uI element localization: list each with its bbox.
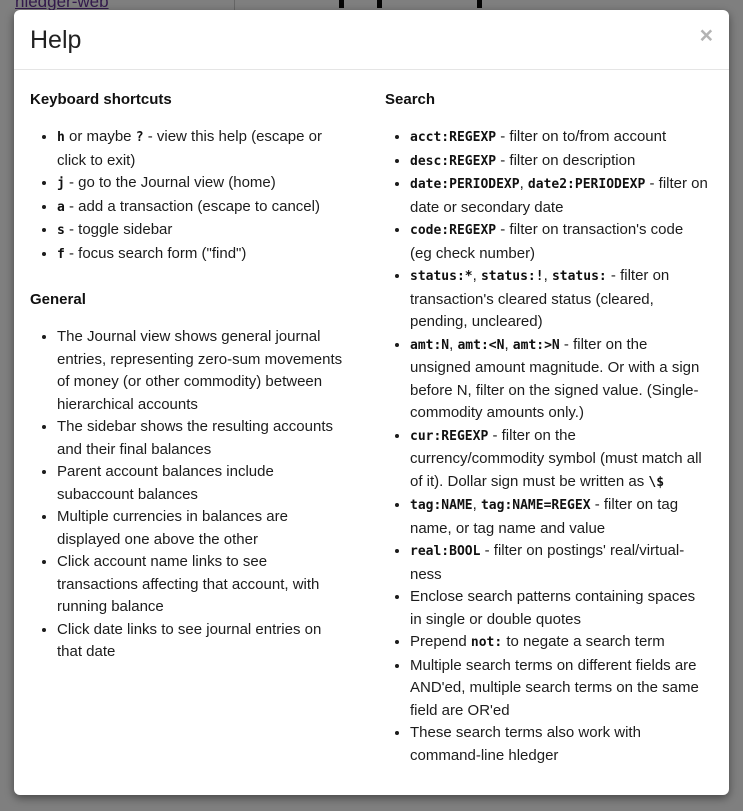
code-term: s [57,223,65,238]
code-term: f [57,246,65,262]
help-list-item: • cur:REGEXP - filter on the currency/commodity symbol (must match all of it). Dollar sign must be written as \$ [410,425,708,495]
code-term: code:REGEXP [410,223,497,238]
section-heading-search: Search [385,91,436,108]
help-list-item: • Multiple search terms on different fields are AND'ed, multiple search terms on the same field are OR'ed [410,655,708,723]
help-list-item: • Enclose search patterns containing spaces in single or double quotes [410,586,708,631]
code-term: cur:REGEXP [410,428,489,444]
code-term: status:! [480,269,544,284]
section-heading-keyboard-shortcuts: Keyboard shortcuts [30,91,172,108]
code-term: date2:PERIODEXP [527,177,646,192]
help-list-item: • tag:NAME, tag:NAME=REGEX - filter on tag name, or tag name and value [410,494,708,540]
code-term: j [57,176,65,191]
code-term: acct:REGEXP [410,130,497,145]
help-modal [14,10,729,795]
keyboard-shortcuts-list [30,126,345,266]
code-term: ? [135,130,144,145]
help-list-item: • The Journal view shows general journal entries, representing zero-sum movements of money (or other commodity) between hierarchical accounts [57,326,345,416]
close-button[interactable] [699,22,713,48]
search-list [385,126,708,767]
code-term: a [57,199,65,215]
help-list-item: • date:PERIODEXP, date2:PERIODEXP - filter on date or secondary date [410,173,708,219]
code-term: tag:NAME [410,498,473,513]
help-list-item: • Click account name links to see transactions affecting that account, with running balance [57,551,345,619]
section-heading-general: General [30,291,86,308]
modal-body [14,70,729,806]
code-term: tag:NAME=REGEX [480,498,591,513]
help-list-item: • code:REGEXP - filter on transaction's code (eg check number) [410,219,708,265]
section-keyboard-shortcuts [30,90,352,266]
help-list-item: • j - go to the Journal view (home) [57,172,345,196]
help-list-item: • amt:N, amt:<N, amt:>N - filter on the unsigned amount magnitude. Or with a sign before N, filter on the signed value. (Single-commodity amounts only.) [410,334,708,425]
help-list-item: • real:BOOL - filter on postings' real/virtual-ness [410,540,708,586]
code-term: amt:N [410,337,450,353]
code-term: not: [470,635,503,650]
help-list-item: • Multiple currencies in balances are displayed one above the other [57,506,345,551]
help-list-item: • desc:REGEXP - filter on description [410,150,708,174]
modal-title: Help [30,26,82,54]
general-list [30,326,345,664]
code-term: h [57,130,65,145]
code-term: amt:<N [457,337,505,353]
right-column [372,90,714,791]
help-list-item: • These search terms also work with command-line hledger [410,722,708,767]
help-list-item: • status:*, status:!, status: - filter on transaction's cleared status (cleared, pending, uncleared) [410,265,708,334]
help-list-item: • f - focus search form ("find") [57,243,345,267]
code-term: amt:>N [512,337,560,353]
code-term: date:PERIODEXP [410,177,520,192]
code-term: real:BOOL [410,544,481,559]
section-general [30,290,352,664]
help-list-item: • h or maybe ? - view this help (escape or click to exit) [57,126,345,172]
help-list-item: • The sidebar shows the resulting accounts and their final balances [57,416,345,461]
left-column [30,90,372,791]
section-search [385,90,714,767]
modal-header [14,10,729,70]
help-list-item: • Parent account balances include subaccount balances [57,461,345,506]
code-term: status: [551,269,607,284]
help-list-item: • s - toggle sidebar [57,219,345,243]
code-term: \$ [648,474,665,490]
code-term: status:* [410,269,473,284]
help-list-item: • Click date links to see journal entries on that date [57,619,345,664]
help-list-item: • a - add a transaction (escape to cancel) [57,196,345,220]
code-term: desc:REGEXP [410,153,497,169]
help-list-item: • Prepend not: to negate a search term [410,631,708,655]
close-icon: × [699,22,713,48]
help-list-item: • acct:REGEXP - filter on to/from account [410,126,708,150]
